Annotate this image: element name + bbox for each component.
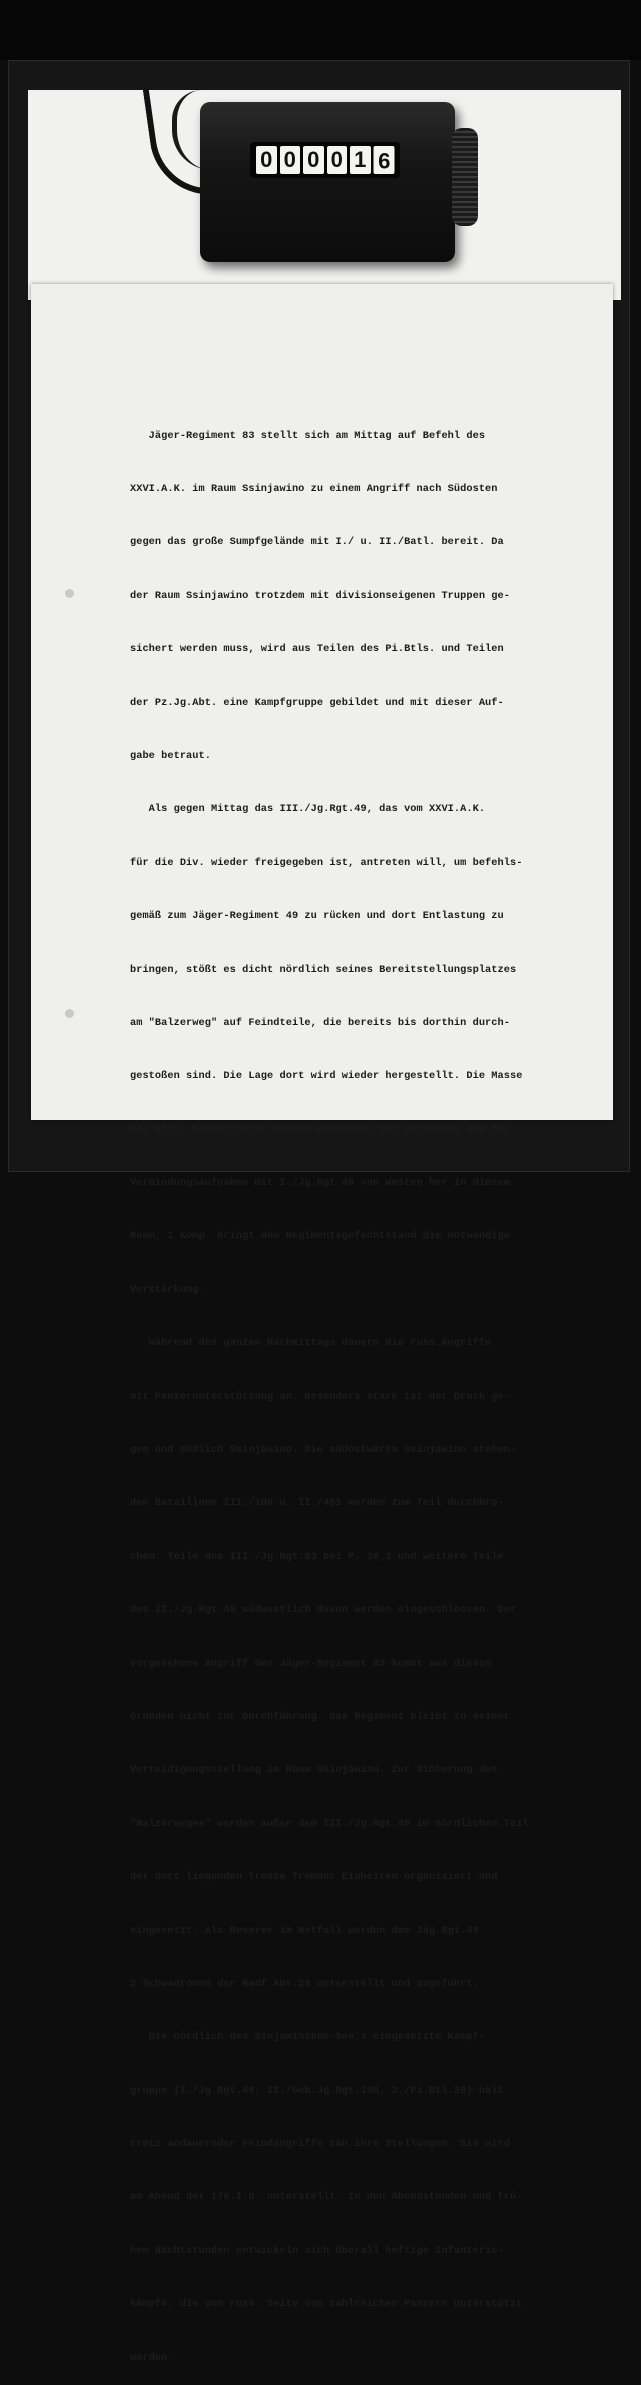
document-line: mit Panzerunterstützung an. Besonders stark ist der Druck ge- xyxy=(130,1390,510,1403)
document-line: des Btls. bleibt unter diesen Umständen zur Sicherung und für xyxy=(130,1123,510,1136)
film-top-edge xyxy=(0,0,641,60)
document-line: für die Div. wieder freigegeben ist, antreten will, um befehls- xyxy=(130,856,523,869)
document-line: gen und südlich Ssinjawino. Die südostwärts Ssinjawino stehen- xyxy=(130,1444,517,1457)
document-line: gruppe (I./Jg.Rgt.49, II./Geb.Jg.Rgt.100, 2./Pi.Btl.28) hält xyxy=(130,2084,504,2097)
document-line: den Bataillone III./100 u. II./401 werden zum Teil durchbro- xyxy=(130,1497,504,1510)
document-line: 2 Schwadronen der Radf.Abt.28 unterstellt und zugeführt. xyxy=(130,1977,479,1990)
document-line: hen Nachtstunden entwickeln sich überall heftige Infanterie- xyxy=(130,2244,504,2257)
document-line: XXVI.A.K. im Raum Ssinjawino zu einem Angriff nach Südosten xyxy=(130,482,498,495)
document-line: Raum, 1 Komp. bringt dem Regimentsgefechtstand die notwendige xyxy=(130,1230,510,1243)
document-line: vorgesehene Angriff des Jäger-Regiment 83 kommt aus diesen xyxy=(130,1657,492,1670)
document-line: der Raum Ssinjawino trotzdem mit divisionseigenen Truppen ge- xyxy=(130,589,510,602)
document-line: chen. Teile des III./Jg.Rgt.83 bei P. 38,3 und weitere Teile xyxy=(130,1550,504,1563)
document-line: bringen, stößt es dicht nördlich seines Bereitstellungsplatzes xyxy=(130,963,517,976)
counter-digit: 9 xyxy=(374,146,395,174)
document-line: "Balzerweges" werden außer dem III./Jg.Rgt.49 im nördlichen Teil xyxy=(130,1817,529,1830)
binder-hole xyxy=(65,589,74,598)
document-line: Als gegen Mittag das III./Jg.Rgt.49, das vom XXVI.A.K. xyxy=(130,803,486,816)
document-line: gestoßen sind. Die Lage dort wird wieder hergestellt. Die Masse xyxy=(130,1070,523,1083)
document-line: der dort liegenden Trosse fremder Einheiten organisiert und xyxy=(130,1871,498,1884)
counter-digit: 0 xyxy=(256,146,277,174)
document-line: Die nördlich des Sinjawinskoe-See's eingesetzte Kampf- xyxy=(130,2031,486,2044)
counter-digit: 0 xyxy=(303,146,324,174)
document-line: am "Balzerweg" auf Feindteile, die bereits bis dorthin durch- xyxy=(130,1016,510,1029)
document-line: Während des ganzen Nachmittags dauern die russ.Angriffe xyxy=(130,1337,492,1350)
counter-display xyxy=(250,142,400,178)
document-line: gemäß zum Jäger-Regiment 49 zu rücken und dort Entlastung zu xyxy=(130,910,504,923)
counter-digit: 1 xyxy=(350,146,371,174)
document-line: gabe betraut. xyxy=(130,749,211,762)
document-line: Verbindungsaufnahme mit I./Jg.Rgt.49 von Westen her in diesem xyxy=(130,1177,510,1190)
document-line: am Abend der 170.I.D. unterstellt. In den Abendstunden und frü- xyxy=(130,2191,523,2204)
document-line: eingesetzt. Als Reserve im Notfall werden dem Jäg.Rgt.49 xyxy=(130,1924,479,1937)
counter-digit: 0 xyxy=(327,146,348,174)
document-line: trotz andauernder Feindangriffe zäh ihre Stellungen. Sie wird xyxy=(130,2138,510,2151)
document-line: Jäger-Regiment 83 stellt sich am Mittag auf Befehl des xyxy=(130,429,486,442)
document-line: sichert werden muss, wird aus Teilen des Pi.Btls. und Teilen xyxy=(130,643,504,656)
document-line: Verteidigungsstellung im Raum Ssinjawino. Zur Sicherung des xyxy=(130,1764,498,1777)
document-line: der Pz.Jg.Abt. eine Kampfgruppe gebildet und mit dieser Auf- xyxy=(130,696,504,709)
document-line: des II./Jg.Rgt.49 südwestlich davon werden eingeschlossen. Der xyxy=(130,1604,517,1617)
document-line: werden. xyxy=(130,2351,174,2364)
document-line: gegen das große Sumpfgelände mit I./ u. II./Batl. bereit. Da xyxy=(130,536,504,549)
frame-counter-device xyxy=(200,102,455,262)
counter-digit: 0 xyxy=(280,146,301,174)
document-line: Verstärkung. xyxy=(130,1283,205,1296)
document-line: Gründen nicht zur Durchführung. Das Regiment bleibt in seiner xyxy=(130,1710,510,1723)
binder-hole xyxy=(65,1009,74,1018)
document-line: kämpfe, die von russ. Seite von zahlreichen Panzern unterstützt xyxy=(130,2298,523,2311)
document-text xyxy=(130,392,610,2385)
counter-knob xyxy=(452,128,478,226)
